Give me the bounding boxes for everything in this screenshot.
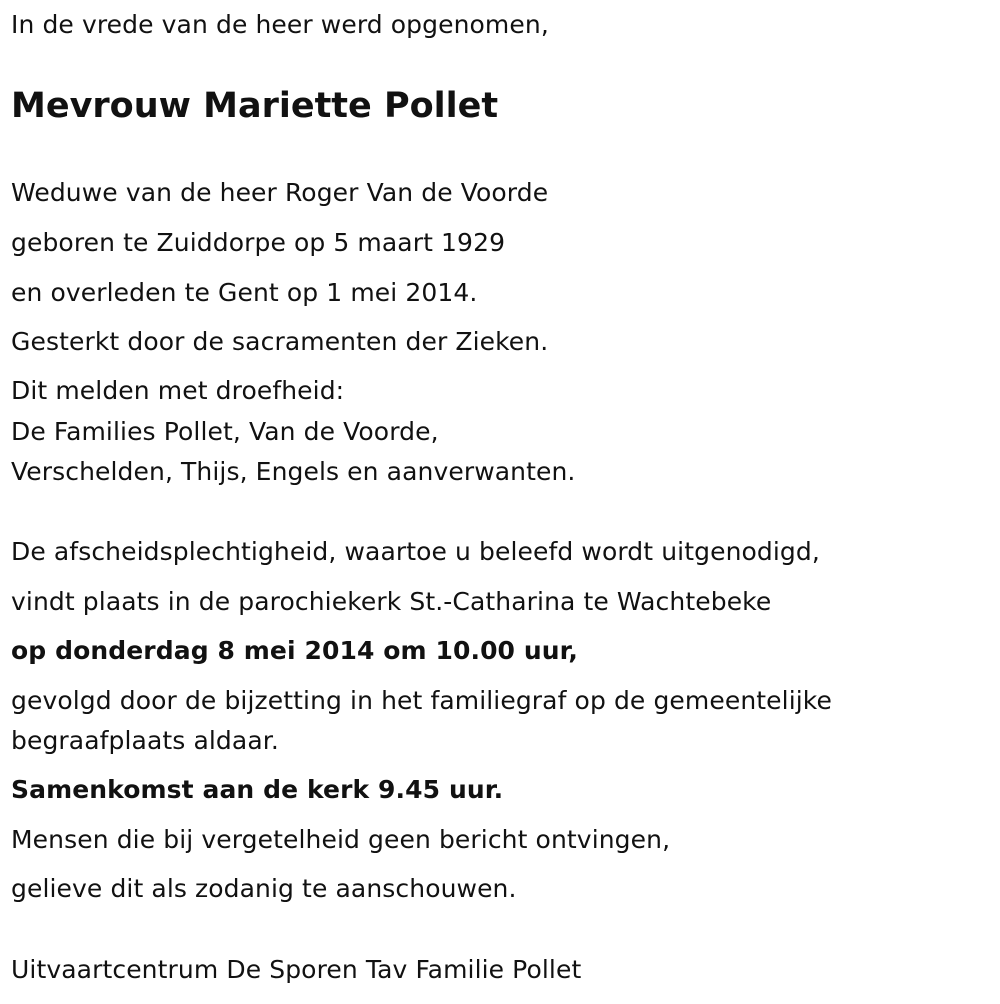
notice-text-line1: Mensen die bij vergetelheid geen bericht ontvingen, [11,825,671,854]
widow-text: Weduwe van de heer Roger Van de Voorde [11,178,549,207]
announcement-relatives: Verschelden, Thijs, Engels en aanverwanten. [11,457,576,486]
sacraments-text: Gesterkt door de sacramenten der Zieken. [11,327,549,356]
gathering-text: Samenkomst aan de kerk 9.45 uur. [11,775,504,804]
birth-text: geboren te Zuiddorpe op 5 maart 1929 [11,228,506,257]
announcement-families: De Families Pollet, Van de Voorde, [11,417,439,446]
ceremony-invite: De afscheidsplechtigheid, waartoe u beleefd wordt uitgenodigd, [11,537,820,566]
funeral-home-footer: Uitvaartcentrum De Sporen Tav Familie Pollet [11,955,582,984]
deceased-name: Mevrouw Mariette Pollet [11,86,499,126]
ceremony-date-time: op donderdag 8 mei 2014 om 10.00 uur, [11,636,579,665]
burial-text-line1: gevolgd door de bijzetting in het familiegraf op de gemeentelijke [11,686,832,715]
announcement-intro: Dit melden met droefheid: [11,376,345,405]
ceremony-location: vindt plaats in de parochiekerk St.-Catharina te Wachtebeke [11,587,772,616]
intro-text: In de vrede van de heer werd opgenomen, [11,10,549,39]
notice-text-line2: gelieve dit als zodanig te aanschouwen. [11,874,517,903]
burial-text-line2: begraafplaats aldaar. [11,726,279,755]
death-text: en overleden te Gent op 1 mei 2014. [11,278,478,307]
